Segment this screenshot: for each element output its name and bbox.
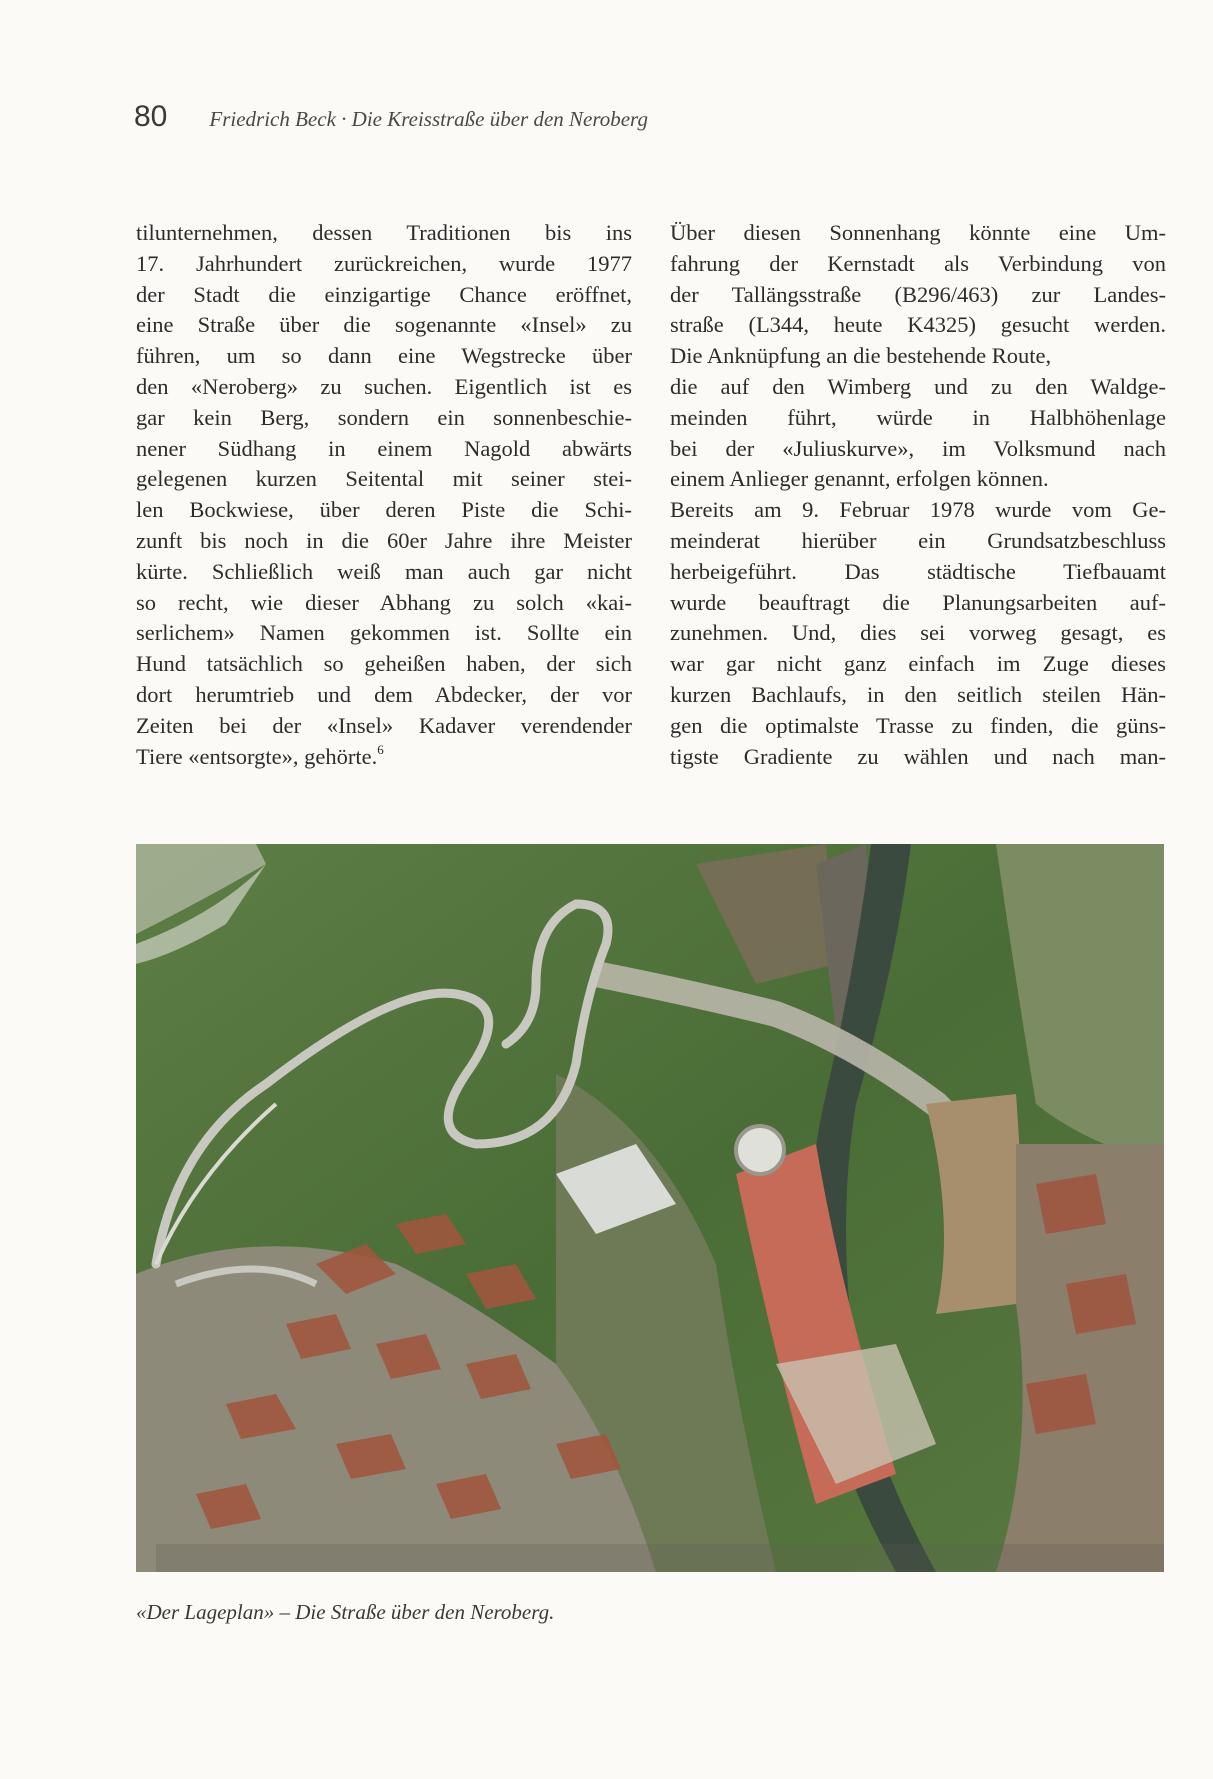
text-column-left [136,218,632,772]
text-line: Die Anknüpfung an die bestehende Route, [670,343,1052,369]
text-line: bei der «Juliuskurve», im Volksmund nach [670,435,1166,461]
text-line: die auf den Wimberg und zu den Waldge- [670,373,1166,399]
round-building [736,1126,784,1174]
text-line: gen die optimalste Trasse zu finden, die güns- [670,712,1166,738]
text-line: einem Anlieger genannt, erfolgen können. [670,466,1049,492]
text-line: dort herumtrieb und dem Abdecker, der vor [136,681,632,707]
text-line: eine Straße über die sogenannte «Insel» zu [136,312,632,338]
text-line: zunehmen. Und, dies sei vorweg gesagt, es [670,620,1166,646]
text-line: Zeiten bei der «Insel» Kadaver verendender [136,712,632,738]
text-line: serlichem» Namen gekommen ist. Sollte ein [136,620,632,646]
photo-bottom-shade [156,1544,1164,1572]
text-line: 17. Jahrhundert zurückreichen, wurde 1977 [136,250,632,276]
text-line: Über diesen Sonnenhang könnte eine Um- [670,220,1166,245]
figure-caption: «Der Lageplan» – Die Straße über den Neroberg. [136,1600,555,1624]
page-header [134,100,648,150]
aerial-photo-illustration [136,844,1164,1572]
text-line: führen, um so dann eine Wegstrecke über [136,343,632,369]
text-line: kurzen Bachlaufs, in den seitlich steilen Hän- [670,681,1166,707]
page-number: 80 [134,100,168,133]
text-line: wurde beauftragt die Planungsarbeiten auf- [670,589,1166,615]
text-line: der Stadt die einzigartige Chance eröffnet, [136,281,632,307]
text-line-last [136,742,632,773]
text-line: Hund tatsächlich so geheißen haben, der sich [136,651,632,677]
footnote-marker[interactable]: 6 [377,741,384,757]
text-column-right [670,218,1166,772]
text-line: gelegenen kurzen Seitental mit seiner stei- [136,466,632,492]
text-line-content: Tiere «entsorgte», gehörte. [136,743,378,769]
text-line: len Bockwiese, über deren Piste die Schi- [136,497,632,523]
text-line: straße (L344, heute K4325) gesucht werden. [670,312,1166,338]
running-head: Friedrich Beck · Die Kreisstraße über den Neroberg [209,107,648,131]
text-line: war gar nicht ganz einfach im Zuge dieses [670,651,1166,677]
text-line: gar kein Berg, sondern ein sonnenbeschie- [136,404,632,430]
text-line: kürte. Schließlich weiß man auch gar nicht [136,558,632,584]
text-line: der Tallängsstraße (B296/463) zur Landes- [670,281,1166,307]
text-line: den «Neroberg» zu suchen. Eigentlich ist es [136,373,632,399]
text-line: meinden führt, würde in Halbhöhenlage [670,404,1166,430]
text-line: zunft bis noch in die 60er Jahre ihre Meister [136,527,632,553]
text-line: tigste Gradiente zu wählen und nach man- [670,743,1166,769]
text-line: so recht, wie dieser Abhang zu solch «kai- [136,589,632,615]
text-line: Bereits am 9. Februar 1978 wurde vom Ge- [670,497,1166,523]
text-line: tilunternehmen, dessen Traditionen bis ins [136,220,632,245]
text-line: nener Südhang in einem Nagold abwärts [136,435,632,461]
text-line: meinderat hierüber ein Grundsatzbeschluss [670,527,1166,553]
text-line: fahrung der Kernstadt als Verbindung von [670,250,1166,276]
aerial-photo [136,844,1164,1572]
text-line: herbeigeführt. Das städtische Tiefbauamt [670,558,1166,584]
